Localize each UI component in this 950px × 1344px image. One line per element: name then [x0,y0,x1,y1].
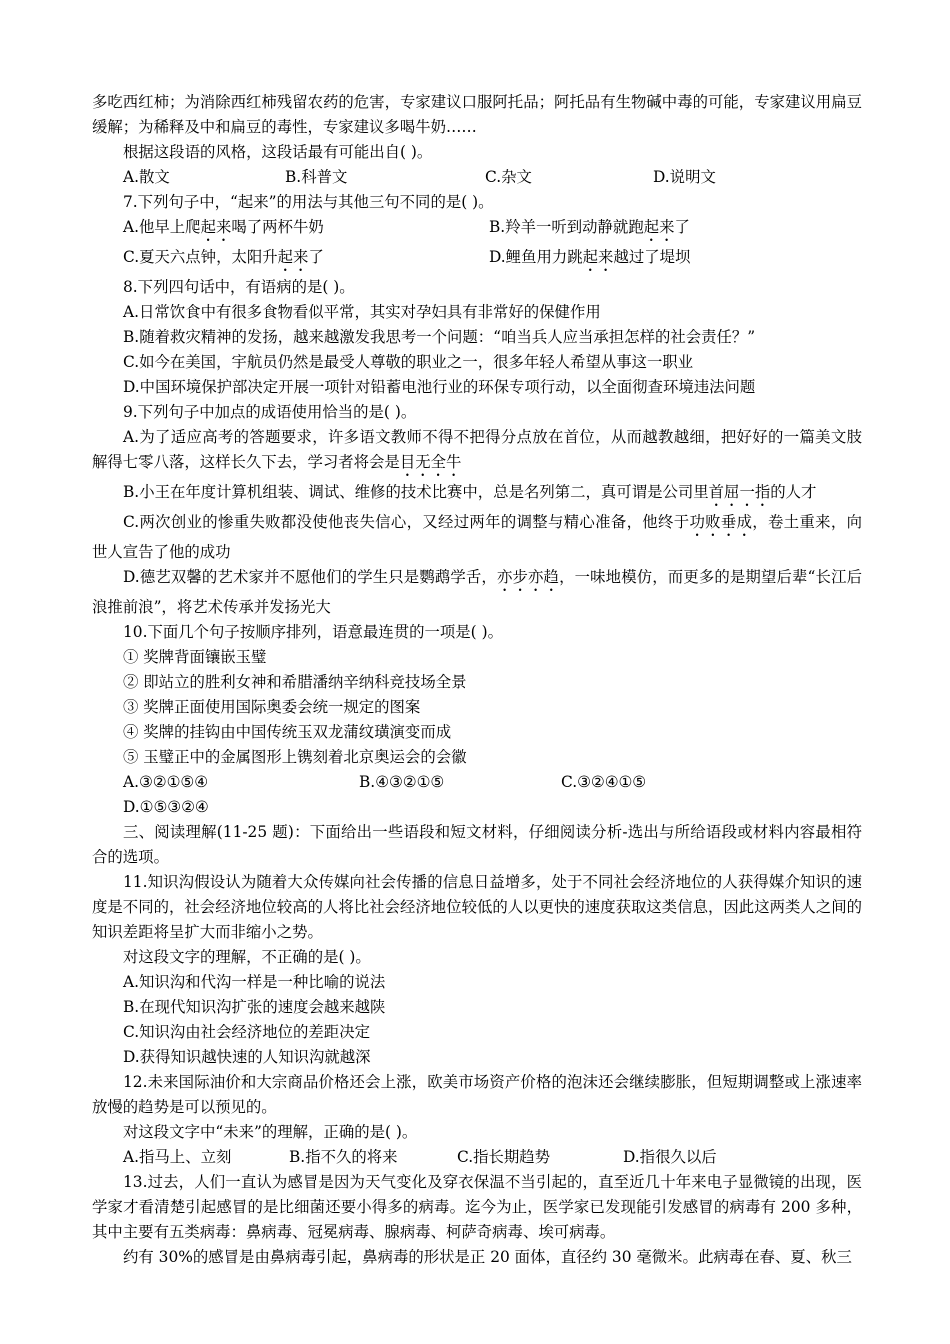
q12-option-b: B.指不久的将来 [289,1148,398,1166]
q8-option-b: B.随着救灾精神的发扬，越来越激发我思考一个问题：“咱当兵人应当承担怎样的社会责任？” [123,328,756,346]
q11-option-a: A.知识沟和代沟一样是一种比喻的说法 [123,973,386,991]
q10-sentence-4: ④ 奖牌的挂钩由中国传统玉双龙蒲纹璜演变而成 [123,723,452,741]
emphasized-idiom: 亦步亦趋 [496,568,560,586]
q13-passage-continued: 约有 30%的感冒是由鼻病毒引起，鼻病毒的形状是正 20 面体，直径约 30 毫微米。此病毒在春、夏、秋三 [123,1248,852,1266]
q13-passage: 13.过去，人们一直认为感冒是因为天气变化及穿衣保温不当引起的，直至近几十年来电子显微镜的出现，医学家才看清楚引起感冒的是比细菌还要小得多的病毒。迄今为止，医学家已发现能引发感冒的病毒有 200 多种，其中主要有五类病毒：鼻病毒、冠冕病毒、腺病毒、柯萨奇病毒、埃可病毒。 [92,1173,862,1241]
q9-option-d: D.德艺双馨的艺术家并不愿他们的学生只是鹦鹉学舌，亦步亦趋，一味地模仿，而更多的是期望后辈“长江后浪推前浪”，将艺术传承并发扬光大 [92,568,862,616]
emphasized-word: 起来 [277,248,309,266]
passage-text: 多吃西红柿；为消除西红柿残留农药的危害，专家建议口服阿托品；阿托品有生物碱中毒的可能，专家建议用扁豆缓解；为稀释及中和扁豆的毒性，专家建议多喝牛奶…… [92,93,862,136]
q12-option-c: C.指长期趋势 [457,1148,551,1166]
q6-stem: 根据这段语的风格，这段话最有可能出自( )。 [123,143,433,161]
q9-option-c: C.两次创业的惨重失败都没使他丧失信心，又经过两年的调整与精心准备，他终于功败垂成，卷土重来，向世人宣告了他的成功 [92,513,862,561]
q11-passage: 11.知识沟假设认为随着大众传媒向社会传播的信息日益增多，处于不同社会经济地位的人获得媒介知识的速度是不同的，社会经济地位较高的人将比社会经济地位较低的人以更快的速度获取这类信息，因此这两类人之间的知识差距将呈扩大而非缩小之势。 [92,873,862,941]
q10-option-a: A.③②①⑤④ [123,773,208,791]
q7-option-a: A.他早上爬起来喝了两杯牛奶 [123,215,489,245]
q11-option-b: B.在现代知识沟扩张的速度会越来越陕 [123,998,386,1016]
emphasized-word: 起来 [200,218,232,236]
q6-option-a: A.散文 [123,168,170,186]
q10-option-d: D.①⑤③②④ [123,798,209,816]
q8-option-a: A.日常饮食中有很多食物看似平常，其实对孕妇具有非常好的保健作用 [123,303,601,321]
q10-option-c: C.③②④①⑤ [561,773,647,791]
q12-stem: 对这段文字中“未来”的理解，正确的是( )。 [123,1123,418,1141]
q11-stem: 对这段文字的理解，不正确的是( )。 [123,948,371,966]
q10-stem: 10.下面几个句子按顺序排列，语意最连贯的一项是( )。 [123,623,503,641]
q12-passage: 12.未来国际油价和大宗商品价格还会上涨，欧美市场资产价格的泡沫还会继续膨胀，但短期调整或上涨速率放慢的趋势是可以预见的。 [92,1073,862,1116]
q7-option-c: C.夏天六点钟，太阳升起来了 [123,245,489,275]
q10-sentence-3: ③ 奖牌正面使用国际奥委会统一规定的图案 [123,698,421,716]
q7-option-d: D.鲤鱼用力跳起来越过了堤坝 [489,245,690,275]
emphasized-idiom: 首屈一指 [708,483,771,501]
q8-option-c: C.如今在美国，宇航员仍然是最受人尊敬的职业之一，很多年轻人希望从事这一职业 [123,353,694,371]
q11-option-c: C.知识沟由社会经济地位的差距决定 [123,1023,370,1041]
q10-sentence-5: ⑤ 玉璧正中的金属图形上镌刻着北京奥运会的会徽 [123,748,467,766]
emphasized-idiom: 目无全牛 [399,453,462,471]
q7-options-row1 [92,215,862,245]
q9-stem: 9.下列句子中加点的成语使用恰当的是( )。 [123,403,417,421]
q6-option-d: D.说明文 [653,168,716,186]
q11-option-d: D.获得知识越快速的人知识沟就越深 [123,1048,371,1066]
q6-options [92,165,862,190]
q6-option-b: B.科普文 [285,168,348,186]
section-heading: 三、阅读理解(11-25 题)：下面给出一些语段和短文材料，仔细阅读分析-选出与所给语段或材料内容最相符合的选项。 [92,823,862,866]
q12-option-d: D.指很久以后 [623,1148,717,1166]
q12-options [92,1145,862,1170]
emphasized-word: 起来 [582,248,614,266]
q12-option-a: A.指马上、立刻 [123,1148,232,1166]
emphasized-word: 起来 [643,218,675,236]
q9-option-b: B.小王在年度计算机组装、调试、维修的技术比赛中，总是名列第二，真可谓是公司里首屈一指的人才 [123,483,817,501]
q10-sentence-1: ① 奖牌背面镶嵌玉璧 [123,648,267,666]
q7-stem: 7.下列句子中，“起来”的用法与其他三句不同的是( )。 [123,193,494,211]
emphasized-idiom: 功败垂成 [689,513,753,531]
document-body [92,90,862,1270]
q8-stem: 8.下列四句话中，有语病的是( )。 [123,278,355,296]
q10-sentence-2: ② 即站立的胜利女神和希腊潘纳辛纳科竞技场全景 [123,673,467,691]
q7-option-b: B.羚羊一听到动静就跑起来了 [489,215,690,245]
q10-option-b: B.④③②①⑤ [359,773,445,791]
q9-option-a: A.为了适应高考的答题要求，许多语文教师不得不把得分点放在首位，从而越教越细，把好好的一篇美文肢解得七零八落，这样长久下去，学习者将会是目无全牛 [92,428,862,471]
q10-options [92,770,862,795]
q7-options-row2 [92,245,862,275]
q6-option-c: C.杂文 [485,168,532,186]
q8-option-d: D.中国环境保护部决定开展一项针对铅蓄电池行业的环保专项行动，以全面彻查环境违法问题 [123,378,756,396]
